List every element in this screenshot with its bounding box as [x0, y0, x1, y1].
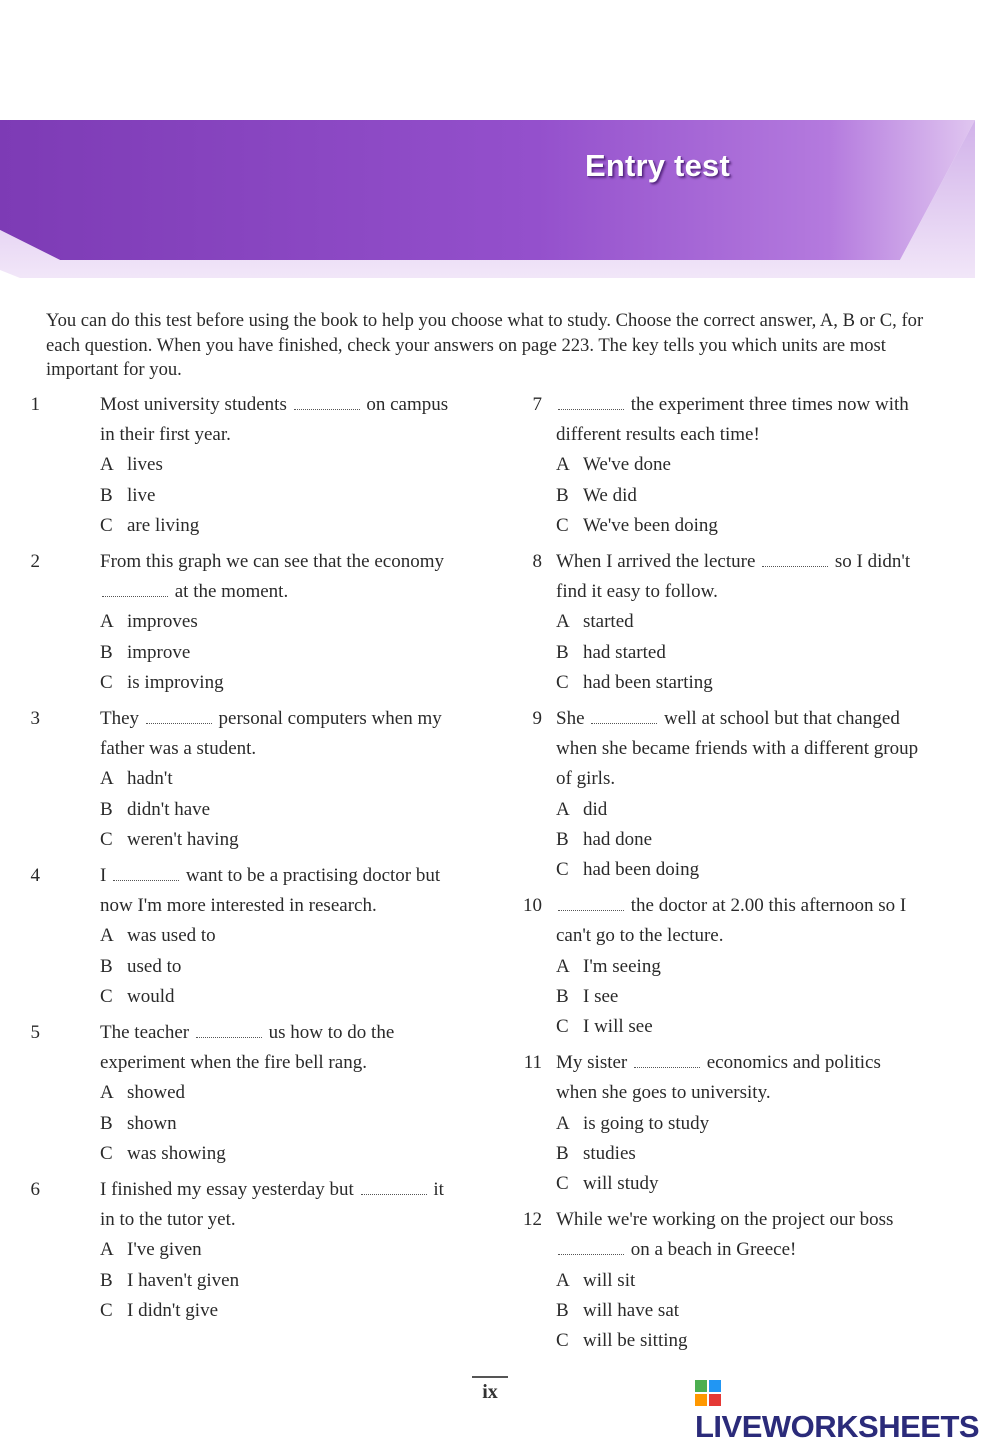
option-letter: B	[556, 1299, 569, 1321]
option-c[interactable]	[100, 668, 490, 698]
question-stem	[556, 1048, 921, 1108]
option-text: was used to	[127, 925, 216, 947]
question-text-before: I finished my essay yesterday but	[100, 1179, 359, 1201]
question-stem	[100, 547, 460, 607]
option-letter: A	[556, 1112, 570, 1134]
option-c[interactable]	[556, 1169, 970, 1199]
option-letter: B	[556, 484, 569, 506]
option-letter: A	[100, 925, 114, 947]
answer-blank[interactable]	[558, 1242, 624, 1255]
question-text-before: The teacher	[100, 1022, 194, 1044]
brand-name: LIVEWORKSHEETS	[695, 1409, 980, 1444]
question-12	[470, 1205, 970, 1356]
option-text: will be sitting	[583, 1330, 688, 1352]
option-letter: C	[100, 514, 113, 536]
question-9	[470, 704, 970, 885]
option-letter: C	[100, 1142, 113, 1164]
question-1	[0, 390, 490, 541]
option-b[interactable]	[556, 638, 970, 668]
option-a[interactable]	[100, 1078, 490, 1108]
option-letter: C	[556, 1330, 569, 1352]
option-c[interactable]	[100, 1296, 490, 1326]
option-letter: B	[100, 798, 113, 820]
option-c[interactable]	[100, 511, 490, 541]
question-text-before: She	[556, 708, 590, 730]
answer-blank[interactable]	[634, 1055, 700, 1068]
option-letter: C	[100, 1299, 113, 1321]
answer-blank[interactable]	[591, 711, 657, 724]
option-c[interactable]	[556, 1326, 970, 1356]
question-7	[470, 390, 970, 541]
answer-blank[interactable]	[294, 397, 360, 410]
option-text: is improving	[127, 671, 224, 693]
question-11	[470, 1048, 970, 1199]
question-text-before: When I arrived the lecture	[556, 551, 761, 573]
option-letter: C	[556, 1016, 569, 1038]
option-letter: C	[556, 1173, 569, 1195]
option-text: didn't have	[127, 798, 211, 820]
question-stem	[556, 891, 921, 951]
option-b[interactable]	[100, 481, 490, 511]
option-letter: A	[100, 1082, 114, 1104]
page-number: ix	[472, 1376, 508, 1404]
option-c[interactable]	[556, 1012, 970, 1042]
option-text: improves	[127, 611, 198, 633]
option-text: had been doing	[583, 859, 700, 881]
option-text: We've done	[583, 454, 671, 476]
question-text-after: want to be a practising doctor but now I'm more interested in research.	[100, 865, 441, 917]
option-text: was showing	[127, 1142, 226, 1164]
option-text: I've given	[127, 1239, 202, 1261]
option-letter: B	[100, 641, 113, 663]
question-text-after: well at school but that changed when she became friends with a different group of girls.	[556, 708, 919, 790]
question-stem	[100, 1018, 460, 1078]
question-stem	[556, 704, 921, 795]
intro-text: You can do this test before using the book to help you choose what to study. Choose the correct answer, A, B or C, for each question. When you have finished, check your answers on page 223. The key tells you which units are most important for you.	[46, 310, 924, 380]
question-number: 4	[30, 865, 40, 887]
option-a[interactable]	[556, 450, 970, 480]
option-text: would	[127, 985, 175, 1007]
question-number: 2	[30, 551, 40, 573]
option-text: used to	[127, 955, 182, 977]
liveworksheets-logo-icon	[695, 1379, 721, 1405]
question-stem	[556, 1205, 921, 1265]
option-b[interactable]	[556, 825, 970, 855]
option-c[interactable]	[100, 1139, 490, 1169]
option-text: We've been doing	[583, 514, 718, 536]
question-stem	[556, 390, 921, 450]
question-text-after: at the moment.	[170, 581, 289, 603]
question-text-before: My sister	[556, 1052, 632, 1074]
option-letter: A	[556, 798, 570, 820]
option-a[interactable]	[100, 764, 490, 794]
answer-blank[interactable]	[558, 898, 624, 911]
title-banner	[0, 120, 1000, 290]
question-text-after: so I didn't find it easy to follow.	[556, 551, 911, 603]
option-text: live	[127, 484, 156, 506]
answer-blank[interactable]	[196, 1025, 262, 1038]
option-a[interactable]	[556, 607, 970, 637]
option-text: studies	[583, 1142, 636, 1164]
question-number: 10	[523, 895, 542, 917]
option-text: We did	[583, 484, 637, 506]
option-text: will have sat	[583, 1299, 680, 1321]
question-text-before: Most university students	[100, 394, 292, 415]
question-2	[0, 547, 490, 698]
option-letter: B	[556, 985, 569, 1007]
option-text: weren't having	[127, 828, 239, 850]
question-10	[470, 891, 970, 1042]
option-c[interactable]	[556, 511, 970, 541]
question-number: 11	[523, 1052, 542, 1074]
question-text-after: on a beach in Greece!	[626, 1239, 797, 1261]
option-b[interactable]	[100, 1266, 490, 1296]
option-a[interactable]	[100, 450, 490, 480]
question-text-before: I	[100, 865, 112, 887]
question-4	[0, 861, 490, 1012]
question-text-before: From this graph we can see that the economy	[100, 551, 445, 573]
option-text: I will see	[583, 1016, 653, 1038]
option-text: improve	[127, 641, 191, 663]
answer-blank[interactable]	[361, 1182, 427, 1195]
answer-blank[interactable]	[102, 584, 168, 597]
option-letter: A	[100, 1239, 114, 1261]
option-text: I didn't give	[127, 1299, 219, 1321]
question-number: 3	[30, 708, 40, 730]
question-3	[0, 704, 490, 855]
option-letter: A	[100, 454, 114, 476]
option-text: had been starting	[583, 671, 713, 693]
question-stem	[100, 1175, 460, 1235]
answer-blank[interactable]	[558, 397, 624, 410]
option-text: are living	[127, 514, 200, 536]
option-letter: C	[556, 514, 569, 536]
question-6	[0, 1175, 490, 1326]
question-stem	[556, 547, 921, 607]
question-text-after: it in to the tutor yet.	[100, 1179, 444, 1231]
option-letter: B	[556, 641, 569, 663]
option-b[interactable]	[556, 1139, 970, 1169]
option-letter: B	[100, 1269, 113, 1291]
option-letter: A	[556, 611, 570, 633]
question-stem	[100, 704, 460, 764]
answer-blank[interactable]	[146, 711, 212, 724]
option-letter: B	[556, 828, 569, 850]
option-text: I'm seeing	[583, 955, 661, 977]
option-c[interactable]	[556, 855, 970, 885]
question-number: 8	[532, 551, 542, 573]
question-text-after: personal computers when my father was a student.	[100, 708, 442, 760]
answer-blank[interactable]	[762, 554, 828, 567]
option-letter: C	[556, 671, 569, 693]
option-letter: B	[100, 955, 113, 977]
question-number: 9	[532, 708, 542, 730]
option-b[interactable]	[100, 638, 490, 668]
option-letter: A	[100, 768, 114, 790]
question-text-after: on campus in their first year.	[100, 394, 449, 446]
question-text-before: They	[100, 708, 144, 730]
option-a[interactable]	[100, 607, 490, 637]
option-a[interactable]	[556, 1109, 970, 1139]
question-number: 12	[523, 1209, 542, 1231]
option-letter: B	[100, 484, 113, 506]
option-a[interactable]	[100, 921, 490, 951]
question-text-before: While we're working on the project our boss	[556, 1209, 894, 1231]
option-letter: A	[556, 454, 570, 476]
question-number: 6	[30, 1179, 40, 1201]
banner-graphic	[0, 120, 1000, 290]
option-letter: A	[100, 611, 114, 633]
option-text: started	[583, 611, 634, 633]
option-letter: C	[100, 828, 113, 850]
question-text-after: economics and politics when she goes to university.	[556, 1052, 881, 1104]
option-a[interactable]	[100, 1235, 490, 1265]
option-b[interactable]	[556, 481, 970, 511]
question-stem	[100, 861, 460, 921]
right-question-column	[470, 390, 970, 1362]
option-text: I haven't given	[127, 1269, 240, 1291]
option-c[interactable]	[100, 825, 490, 855]
option-b[interactable]	[556, 982, 970, 1012]
option-text: hadn't	[127, 768, 173, 790]
option-text: shown	[127, 1112, 177, 1134]
brand-logo	[695, 1376, 1000, 1444]
option-text: did	[583, 798, 608, 820]
answer-blank[interactable]	[113, 868, 179, 881]
option-letter: C	[556, 859, 569, 881]
option-letter: B	[100, 1112, 113, 1134]
option-text: I see	[583, 985, 619, 1007]
question-5	[0, 1018, 490, 1169]
question-number: 1	[30, 394, 40, 415]
option-b[interactable]	[100, 952, 490, 982]
question-8	[470, 547, 970, 698]
option-a[interactable]	[556, 795, 970, 825]
option-letter: A	[556, 955, 570, 977]
option-text: will study	[583, 1173, 659, 1195]
option-c[interactable]	[556, 668, 970, 698]
option-letter: C	[100, 671, 113, 693]
option-letter: B	[556, 1142, 569, 1164]
question-number: 7	[532, 394, 542, 415]
left-question-column	[0, 390, 490, 1332]
question-text-after: us how to do the experiment when the fire bell rang.	[100, 1022, 395, 1074]
option-b[interactable]	[100, 795, 490, 825]
page-title: Entry test	[585, 148, 730, 183]
question-text-after: the doctor at 2.00 this afternoon so I can't go to the lecture.	[556, 895, 907, 947]
option-a[interactable]	[556, 1266, 970, 1296]
option-text: is going to study	[583, 1112, 710, 1134]
question-number: 5	[30, 1022, 40, 1044]
question-text-after: the experiment three times now with different results each time!	[556, 394, 909, 446]
option-text: had done	[583, 828, 653, 850]
option-b[interactable]	[100, 1109, 490, 1139]
option-a[interactable]	[556, 952, 970, 982]
option-b[interactable]	[556, 1296, 970, 1326]
option-c[interactable]	[100, 982, 490, 1012]
option-text: showed	[127, 1082, 186, 1104]
option-text: had started	[583, 641, 666, 663]
option-text: will sit	[583, 1269, 636, 1291]
option-text: lives	[127, 454, 163, 476]
option-letter: C	[100, 985, 113, 1007]
question-stem	[100, 390, 460, 450]
option-letter: A	[556, 1269, 570, 1291]
